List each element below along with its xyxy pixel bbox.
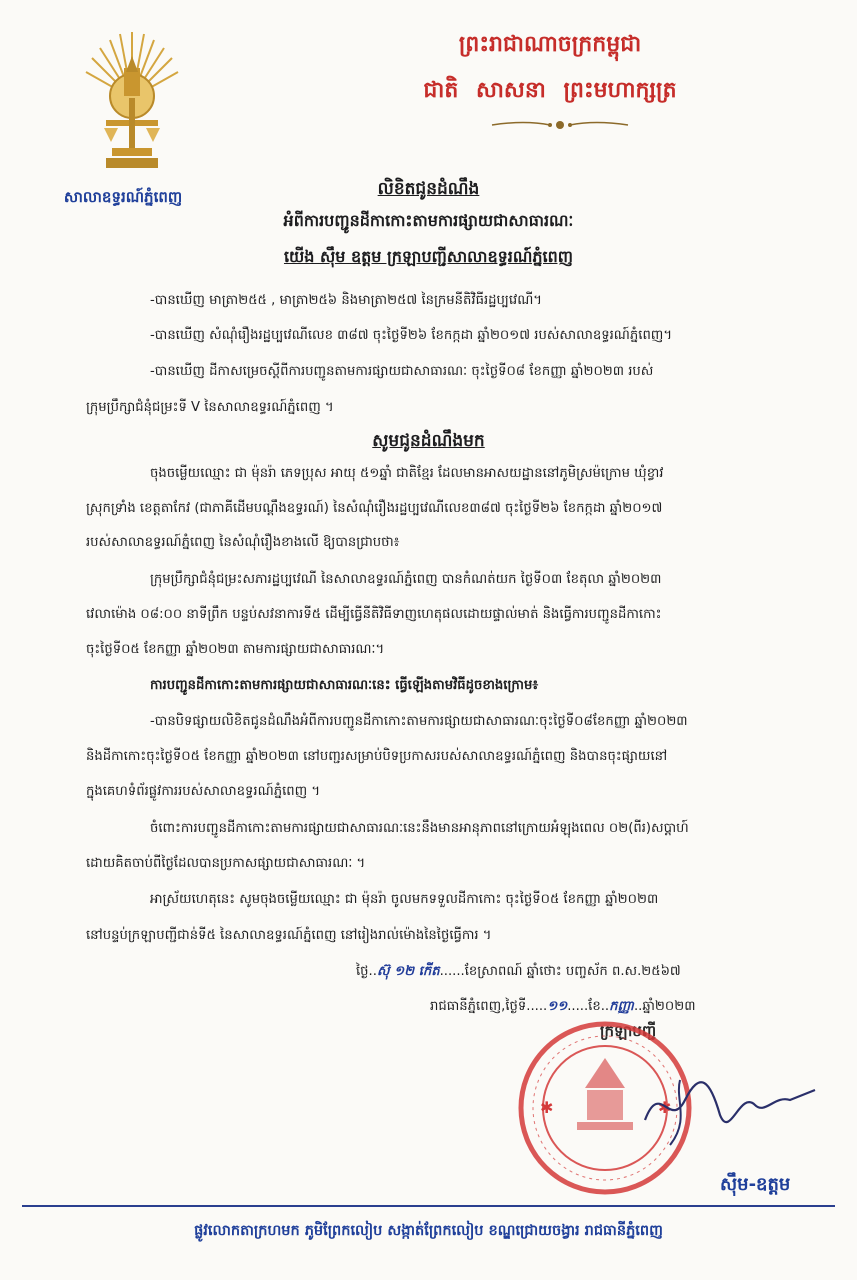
signatory-title: ក្រឡាបញ្ជី [600,1022,657,1040]
court-name: សាលាឧទ្ធរណ៍ភ្នំពេញ [63,188,183,206]
solar-month-handwritten: កញ្ញា [609,999,634,1014]
recital-line: -បានឃើញ ដីកាសម្រេចស្តីពីការបញ្ជូនតាមការផ្សាយជាសាធារណៈ ចុះថ្ងៃទី០៨ ខែកញ្ញា ឆ្នាំ២០២៣ របស់ [150,364,654,379]
body-line: ក្រុមប្រឹក្សាជំនុំជម្រះសភារដ្ឋប្បវេណី នៃសាលាឧទ្ធរណ៍ភ្នំពេញ បានកំណត់យក ថ្ងៃទី០៣ ខែតុលា ឆ្នាំ២០២៣ [150,572,662,587]
body-line: ចំពោះការបញ្ជូនដីកាកោះតាមការផ្សាយជាសាធារណៈនេះនឹងមានអានុភាពនៅក្រោយអំឡុងពេល ០២(ពីរ)សប្តាហ៍ [150,821,689,836]
body-line: វេលាម៉ោង ០៨:០០ នាទីព្រឹក បន្ទប់សវនាការទី៥ ដើម្បីធ្វើនីតិវិធីទាញហេតុផលដោយផ្ទាល់មាត់ និងធ្វើការបញ្ជូនដីកាកោះ [86,607,662,622]
kingdom-header [300,30,800,108]
recital-line: -បានឃើញ មាត្រា២៥៥ , មាត្រា២៥៦ និងមាត្រា២៥៧ នៃក្រមនីតិវិធីរដ្ឋប្បវេណី។ [150,293,542,308]
body-line: និងដីកាកោះចុះថ្ងៃទី០៥ ខែកញ្ញា ឆ្នាំ២០២៣ នៅបញ្ជរសម្រាប់បិទប្រកាសរបស់សាលាឧទ្ធរណ៍ភ្នំពេញ និងបានចុះផ្សាយនៅ [86,749,668,764]
subject-line: អំពីការបញ្ជូនដីកាកោះតាមការផ្សាយជាសាធារណៈ [283,211,574,230]
body-line: របស់សាលាឧទ្ធរណ៍ភ្នំពេញ នៃសំណុំរឿងខាងលើ ឱ្យបានជ្រាបថា៖ [86,535,400,550]
recital-line: -បានឃើញ សំណុំរឿងរដ្ឋប្បវេណីលេខ ៣៨៧ ចុះថ្ងៃទី២៦ ខែកក្កដា ឆ្នាំ២០១៧ របស់សាលាឧទ្ធរណ៍ភ្នំពេញ។ [150,328,673,343]
footer-address: ផ្លូវលោកតាក្រហមក ភូមិព្រែកលៀប សង្កាត់ព្រែកលៀប ខណ្ឌជ្រោយចង្វារ រាជធានីភ្នំពេញ [194,1223,663,1239]
svg-text:✱: ✱ [540,1098,554,1117]
handwritten-signature-icon [640,1060,820,1150]
national-motto: ជាតិ សាសនា ព្រះមហាក្សត្រ [423,78,677,103]
solar-date-prefix: រាជធានីភ្នំពេញ,ថ្ងៃទី..... [430,999,548,1014]
lunar-date-suffix: ......ខែស្រាពណ៍ ឆ្នាំថោះ បញ្ចស័ក ព.ស.២៥៦៧ [439,964,681,979]
divider-ornament-icon [490,118,630,132]
solar-date-mid: .....ខែ.. [567,999,610,1014]
signatory-name: ស៊ឹម-ឧត្តម [720,1174,791,1195]
lunar-date-handwritten: ស៊ុ ១២ កើត [376,964,440,979]
body-line: ក្នុងគេហទំព័រផ្លូវការរបស់សាលាឧទ្ធរណ៍ភ្នំពេញ ។ [86,784,321,799]
svg-text:✱: ✱ [658,1098,672,1117]
footer-divider [22,1205,835,1207]
body-line: អាស្រ័យហេតុនេះ សូមចុងចម្លើយឈ្មោះ ជា ម៉ុនរ៉ា ចូលមកទទួលដីកាកោះ ចុះថ្ងៃទី០៥ ខែកញ្ញា ឆ្នាំ២០២៣ [150,892,659,907]
body-line: ចុងចម្លើយឈ្មោះ ជា ម៉ុនរ៉ា ភេទប្រុស អាយុ ៥១ឆ្នាំ ជាតិខ្មែរ ដែលមានអាសយដ្ឋាននៅភូមិស្រម៉ក្រោម ឃុំខ្វាវ [150,466,664,481]
solar-date-suffix: ..ឆ្នាំ២០២៣ [633,999,696,1014]
lunar-date [356,963,681,982]
document-type: លិខិតជូនដំណឹង [377,179,480,199]
body-line: ចុះថ្ងៃទី០៥ ខែកញ្ញា ឆ្នាំ២០២៣ តាមការផ្សាយជាសាធារណៈ។ [86,642,385,657]
notice-heading: សូមជូនដំណឹងមក [372,431,485,451]
body-line: ដោយគិតចាប់ពីថ្ងៃដែលបានប្រកាសផ្សាយជាសាធារណៈ ។ [86,856,366,871]
body-line: -បានបិទផ្សាយលិខិតជូនដំណឹងអំពីការបញ្ជូនដីកាកោះតាមការផ្សាយជាសាធារណៈចុះថ្ងៃទី០៨ខែកញ្ញា ឆ្នាំ២០២៣ [150,714,688,729]
lunar-date-prefix: ថ្ងៃ.. [356,964,377,979]
body-line: ស្រុកទ្រាំង ខេត្តតាកែវ (ជាភាគីដើមបណ្តឹងឧទ្ធរណ៍) នៃសំណុំរឿងរដ្ឋប្បវេណីលេខ៣៨៧ ចុះថ្ងៃទី២៦ ខែកក្កដា ឆ្នាំ២០១៧ [86,501,663,516]
method-heading: ការបញ្ជូនដីកាកោះតាមការផ្សាយជាសាធារណៈនេះ ធ្វើឡើងតាមវិធីដូចខាងក្រោម៖ [150,678,539,693]
solar-day-handwritten: ១១ [547,999,568,1014]
body-line: នៅបន្ទប់ក្រឡាបញ្ជីជាន់ទី៥ នៃសាលាឧទ្ធរណ៍ភ្នំពេញ នៅរៀងរាល់ម៉ោងនៃថ្ងៃធ្វើការ ។ [86,928,492,943]
court-emblem-icon [72,28,192,178]
recital-line: ក្រុមប្រឹក្សាជំនុំជម្រះទី V នៃសាលាឧទ្ធរណ៍ភ្នំពេញ ។ [86,400,334,415]
issuer-line: យើង ស៊ឹម ឧត្តម ក្រឡាបញ្ជីសាលាឧទ្ធរណ៍ភ្នំពេញ [283,247,574,266]
solar-date [430,998,695,1017]
kingdom-title: ព្រះរាជាណាចក្រកម្ពុជា [458,32,642,57]
